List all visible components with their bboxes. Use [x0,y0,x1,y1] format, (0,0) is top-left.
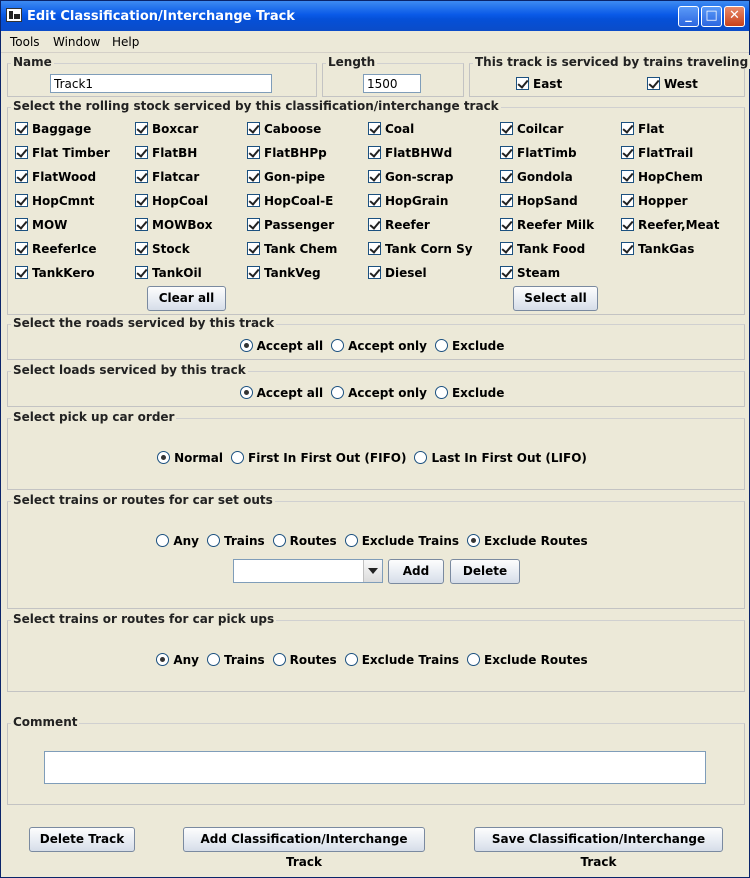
radio-icon [435,339,448,352]
pickup-order-label: Select pick up car order [13,410,175,424]
name-label: Name [13,55,52,69]
rolling-stock-checkbox[interactable] [621,146,693,160]
radio-icon [207,653,220,666]
rolling-stock-checkbox[interactable] [621,218,720,232]
check-icon [247,266,260,279]
check-icon [621,146,634,159]
radio-label: Exclude Routes [484,653,588,667]
rolling-stock-checkbox[interactable] [15,218,67,232]
delete-track-button[interactable]: Delete Track [29,827,135,852]
rolling-stock-label: Hopper [638,194,688,208]
setouts-radio-option[interactable] [156,534,199,548]
rolling-stock-checkbox[interactable] [368,170,453,184]
loads-panel [7,363,745,407]
radio-label: Any [173,534,199,548]
rolling-stock-label: Tank Corn Sy [385,242,473,256]
radio-icon [345,534,358,547]
check-icon [247,194,260,207]
rolling-stock-checkbox[interactable] [15,122,91,136]
rolling-stock-label: FlatBH [152,146,198,160]
maximize-button[interactable] [701,6,722,27]
setouts-radio-option[interactable] [273,534,337,548]
rolling-stock-label: FlatBHPp [264,146,327,160]
radio-label: Routes [289,534,337,548]
length-panel [322,55,464,97]
rolling-stock-label: HopCmnt [32,194,95,208]
track-name-input[interactable] [50,74,272,93]
check-icon [621,170,634,183]
app-icon [6,8,22,22]
rolling-stock-checkbox[interactable] [135,266,202,280]
radio-icon [331,386,344,399]
pickups-panel [7,612,745,692]
check-icon [135,242,148,255]
rolling-stock-checkbox[interactable] [247,242,337,256]
pickup-order-radio-group [8,451,744,465]
rolling-stock-checkbox[interactable] [247,218,334,232]
window-title: Edit Classification/Interchange Track [27,9,295,24]
setouts-panel [7,493,745,609]
radio-icon [156,534,169,547]
check-icon [500,242,513,255]
rolling-stock-checkbox[interactable] [500,146,577,160]
maximize-icon: □ [705,8,718,23]
pickups-radio-option[interactable] [273,653,337,667]
check-icon [368,146,381,159]
check-icon [516,77,529,90]
track-length-input[interactable] [363,74,421,93]
rolling-stock-checkbox[interactable] [15,194,94,208]
radio-label: Last In First Out (LIFO) [431,451,587,465]
rolling-stock-checkbox[interactable] [500,242,585,256]
rolling-stock-label: HopChem [638,170,703,184]
check-icon [368,194,381,207]
save-track-button[interactable]: Save Classification/Interchange Track [474,827,723,852]
pickups-label: Select trains or routes for car pick ups [13,612,275,626]
title-bar[interactable] [1,1,749,31]
check-icon [15,146,28,159]
length-label: Length [328,55,376,69]
menu-tools[interactable]: Tools [10,35,40,49]
check-icon [500,266,513,279]
menu-help[interactable]: Help [112,35,140,49]
east-checkbox[interactable] [516,77,562,91]
radio-label: Accept only [348,386,427,400]
west-label: West [664,77,698,91]
rolling-stock-checkbox[interactable] [500,266,560,280]
rolling-stock-label: ReeferIce [32,242,97,256]
rolling-stock-label: Stock [152,242,190,256]
rolling-stock-label: HopGrain [385,194,449,208]
rolling-stock-checkbox[interactable] [500,170,573,184]
check-icon [500,170,513,183]
check-icon [15,242,28,255]
rolling-stock-checkbox[interactable] [135,194,208,208]
rolling-stock-label: TankOil [152,266,202,280]
rolling-stock-checkbox[interactable] [15,266,95,280]
check-icon [15,194,28,207]
rolling-stock-checkbox[interactable] [368,242,473,256]
rolling-stock-label: Flat [638,122,665,136]
pickups-radio-option[interactable] [156,653,199,667]
select-all-button[interactable]: Select all [513,286,598,311]
radio-label: Exclude Trains [361,653,459,667]
rolling-stock-checkbox[interactable] [368,146,452,160]
radio-label: Accept all [256,339,324,353]
rolling-stock-checkbox[interactable] [621,194,688,208]
rolling-stock-label: TankKero [32,266,95,280]
pickup-order-radio-option[interactable] [414,451,586,465]
check-icon [135,146,148,159]
west-checkbox[interactable] [647,77,698,91]
comment-input[interactable] [44,751,706,784]
rolling-stock-label: FlatTimb [517,146,577,160]
check-icon [247,218,260,231]
check-icon [247,146,260,159]
rolling-stock-label: Select the rolling stock serviced by this classification/interchange track [13,99,499,113]
minimize-icon: _ [685,8,692,23]
rolling-stock-label: HopCoal [152,194,209,208]
radio-label: First In First Out (FIFO) [248,451,407,465]
rolling-stock-label: Diesel [385,266,427,280]
check-icon [647,77,660,90]
radio-icon [231,451,244,464]
rolling-stock-label: HopSand [517,194,578,208]
loads-radio-option[interactable] [331,386,427,400]
loads-radio-option[interactable] [240,386,323,400]
check-icon [368,218,381,231]
loads-radio-option[interactable] [435,386,504,400]
radio-label: Exclude Trains [361,534,459,548]
rolling-stock-checkbox[interactable] [621,242,694,256]
check-icon [500,146,513,159]
roads-panel [7,316,745,360]
radio-label: Normal [174,451,224,465]
pickup-order-radio-option[interactable] [157,451,223,465]
rolling-stock-label: Boxcar [152,122,199,136]
rolling-stock-label: Caboose [264,122,322,136]
rolling-stock-label: Passenger [264,218,335,232]
menu-window[interactable]: Window [53,35,101,49]
check-icon [247,242,260,255]
add-button[interactable]: Add [388,559,444,584]
rolling-stock-checkbox[interactable] [368,194,448,208]
rolling-stock-checkbox[interactable] [135,146,197,160]
rolling-stock-label: MOW [32,218,68,232]
rolling-stock-label: Gondola [517,170,573,184]
roads-label: Select the roads serviced by this track [13,316,275,330]
rolling-stock-label: Reefer Milk [517,218,595,232]
radio-icon [414,451,427,464]
check-icon [621,218,634,231]
rolling-stock-label: HopCoal-E [264,194,334,208]
check-icon [15,122,28,135]
rolling-stock-label: FlatWood [32,170,97,184]
radio-icon [157,451,170,464]
rolling-stock-checkbox[interactable] [621,170,703,184]
setouts-radio-option[interactable] [345,534,459,548]
minimize-button[interactable] [678,6,699,27]
check-icon [247,122,260,135]
rolling-stock-checkbox[interactable] [247,266,321,280]
rolling-stock-checkbox[interactable] [135,242,190,256]
check-icon [500,218,513,231]
check-icon [621,122,634,135]
close-button[interactable] [724,6,745,27]
rolling-stock-label: TankVeg [264,266,321,280]
check-icon [15,170,28,183]
rolling-stock-checkbox[interactable] [247,194,333,208]
rolling-stock-label: Flatcar [152,170,200,184]
rolling-stock-checkbox[interactable] [135,218,213,232]
roads-radio-group [8,339,744,353]
radio-icon [435,386,448,399]
setouts-radio-group [8,534,744,548]
rolling-stock-label: Coal [385,122,415,136]
rolling-stock-checkbox[interactable] [368,122,414,136]
rolling-stock-label: Baggage [32,122,92,136]
rolling-stock-label: FlatBHWd [385,146,453,160]
rolling-stock-label: Reefer [385,218,430,232]
check-icon [368,242,381,255]
check-icon [15,266,28,279]
rolling-stock-panel [7,99,745,315]
rolling-stock-label: Gon-scrap [385,170,454,184]
rolling-stock-label: Reefer,Meat [638,218,720,232]
close-icon: ✕ [729,8,740,23]
rolling-stock-checkbox[interactable] [135,170,199,184]
name-panel [7,55,317,97]
pickups-radio-option[interactable] [345,653,459,667]
rolling-stock-checkbox[interactable] [15,242,97,256]
rolling-stock-checkbox[interactable] [135,122,198,136]
pickups-radio-option[interactable] [207,653,265,667]
radio-label: Accept all [256,386,324,400]
rolling-stock-checkbox[interactable] [247,146,327,160]
rolling-stock-label: Gon-pipe [264,170,326,184]
rolling-stock-checkbox[interactable] [15,170,96,184]
rolling-stock-label: TankGas [638,242,695,256]
rolling-stock-checkbox[interactable] [621,122,664,136]
comment-panel [7,715,745,805]
direction-label: This track is serviced by trains traveling [475,55,749,69]
check-icon [621,242,634,255]
radio-icon [467,534,480,547]
direction-panel [469,55,749,97]
rolling-stock-label: Coilcar [517,122,564,136]
east-label: East [533,77,563,91]
roads-radio-option[interactable] [240,339,323,353]
radio-icon [273,653,286,666]
rolling-stock-checkbox[interactable] [15,146,110,160]
rolling-stock-label: Steam [517,266,561,280]
rolling-stock-checkbox[interactable] [500,194,578,208]
check-icon [135,122,148,135]
rolling-stock-checkbox[interactable] [368,218,430,232]
radio-label: Exclude Routes [484,534,588,548]
radio-icon [240,339,253,352]
delete-button[interactable]: Delete [450,559,520,584]
radio-icon [331,339,344,352]
radio-icon [207,534,220,547]
radio-label: Trains [223,653,265,667]
rolling-stock-checkbox[interactable] [368,266,427,280]
radio-icon [273,534,286,547]
train-route-combo[interactable] [233,559,383,583]
radio-icon [156,653,169,666]
radio-label: Accept only [348,339,427,353]
check-icon [500,122,513,135]
check-icon [135,266,148,279]
setouts-radio-option[interactable] [207,534,265,548]
check-icon [368,266,381,279]
radio-label: Exclude [451,339,505,353]
radio-label: Trains [223,534,265,548]
loads-label: Select loads serviced by this track [13,363,246,377]
rolling-stock-label: FlatTrail [638,146,694,160]
check-icon [135,218,148,231]
chevron-down-icon[interactable] [363,560,382,582]
check-icon [15,218,28,231]
rolling-stock-checkbox[interactable] [247,122,321,136]
rolling-stock-checkbox[interactable] [500,122,563,136]
rolling-stock-label: MOWBox [152,218,213,232]
add-track-button[interactable]: Add Classification/Interchange Track [183,827,425,852]
check-icon [368,122,381,135]
check-icon [135,170,148,183]
setouts-label: Select trains or routes for car set outs [13,493,273,507]
roads-radio-option[interactable] [435,339,504,353]
roads-radio-option[interactable] [331,339,427,353]
clear-all-button[interactable]: Clear all [147,286,226,311]
loads-radio-group [8,386,744,400]
pickups-radio-group [8,653,744,667]
rolling-stock-label: Tank Chem [264,242,338,256]
pickup-order-radio-option[interactable] [231,451,406,465]
radio-label: Any [173,653,199,667]
rolling-stock-label: Flat Timber [32,146,110,160]
pickups-radio-option[interactable] [467,653,588,667]
check-icon [368,170,381,183]
radio-label: Exclude [451,386,505,400]
rolling-stock-checkbox[interactable] [247,170,325,184]
check-icon [621,194,634,207]
pickup-order-panel [7,410,745,490]
rolling-stock-label: Tank Food [517,242,586,256]
radio-label: Routes [289,653,337,667]
menu-bar [1,31,749,53]
check-icon [500,194,513,207]
check-icon [135,194,148,207]
comment-label: Comment [13,715,78,729]
radio-icon [345,653,358,666]
check-icon [247,170,260,183]
setouts-radio-option[interactable] [467,534,588,548]
radio-icon [240,386,253,399]
rolling-stock-checkbox[interactable] [500,218,594,232]
radio-icon [467,653,480,666]
